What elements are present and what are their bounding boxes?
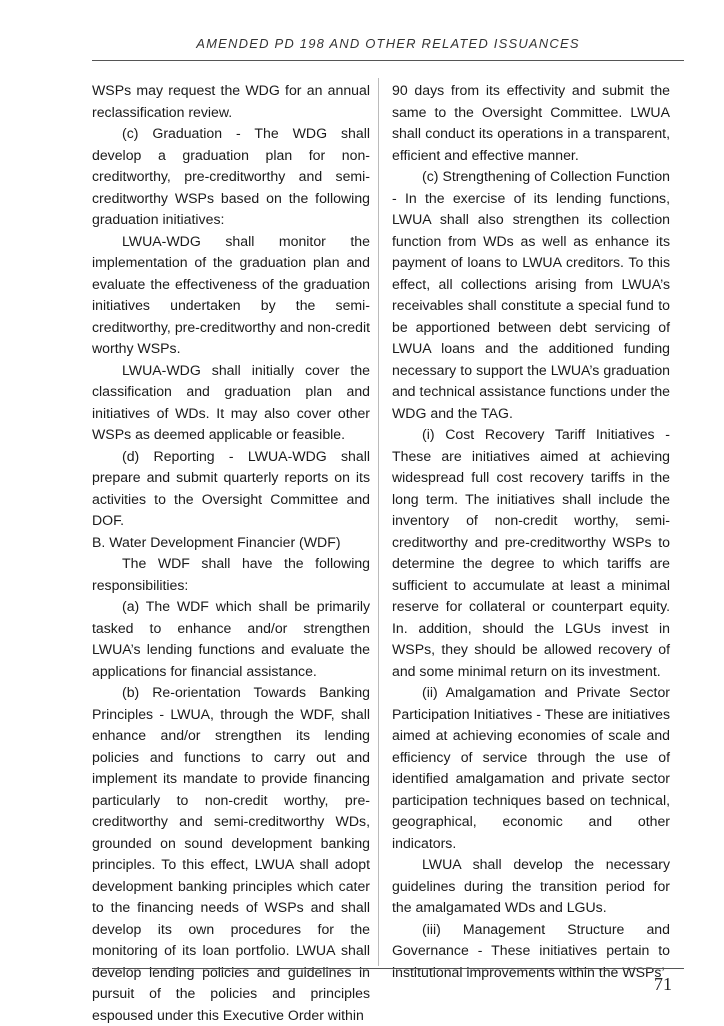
paragraph: LWUA-WDG shall initially cover the classification and graduation plan and initiatives of WDs. It may also cover other WSPs as deemed applicable or feasible.: [92, 361, 370, 442]
running-header: AMENDED PD 198 AND OTHER RELATED ISSUANCES: [196, 36, 580, 51]
paragraph: 90 days from its effectivity and submit the same to the Oversight Committee. LWUA shall conduct its operations in a transparent, efficient and effective manner.: [392, 82, 670, 163]
footer-rule: [92, 968, 684, 969]
paragraph: (iii) Management Structure and Governance - These initiatives pertain to institutional improvements within the WSPs’: [392, 920, 670, 980]
paragraph: (d) Reporting - LWUA-WDG shall prepare and submit quarterly reports on its activities to the Oversight Committee and DOF.: [92, 447, 370, 528]
paragraph: (i) Cost Recovery Tariff Initiatives - These are initiatives aimed at achieving widespread full cost recovery tariffs in the long term. The initiatives shall include the inventory of non-credit worthy, semi-creditworthy and pre-creditworthy WSPs to determine the degree to which tariffs are sufficient to accumulate at least a minimal reserve for collateral or counterpart equity. In. addition, should the LGUs invest in WSPs, they should be allowed recovery of and some minimal return on its investment.: [392, 426, 670, 679]
paragraph: (b) Re-orientation Towards Banking Principles - LWUA, through the WDF, shall enhance and/or strengthen its lending policies and functions to carry out and implement its mandate to provide financing particularly to non-credit worthy, pre-creditworthy and semi-creditworthy WDs, grounded on sound development banking principles. To this effect, LWUA shall adopt development banking principles which cater to the financing needs of WSPs and shall develop its own procedures for the monitoring of its loan portfolio. LWUA shall develop lending policies and guidelines in pursuit of the policies and principles espoused under this Executive Order within: [92, 684, 370, 1023]
section-heading: B. Water Development Financier (WDF): [92, 533, 341, 550]
paragraph: (c) Strengthening of Collection Function - In the exercise of its lending functions, LWUA shall also strengthen its collection function from WDs as well as enhance its payment of loans to LWUA creditors. To this effect, all collections arising from LWUA’s receivables shall constitute a special fund to be apportioned between debt servicing of LWUA loans and the additioned funding necessary to support the LWUA’s graduation and technical assistance functions under the WDG and the TAG.: [392, 168, 670, 421]
header-rule: [92, 60, 684, 61]
paragraph: WSPs may request the WDG for an annual reclassification review.: [92, 82, 370, 120]
paragraph: (a) The WDF which shall be primarily tasked to enhance and/or strengthen LWUA’s lending functions and evaluate the applications for financial assistance.: [92, 598, 370, 679]
paragraph: LWUA-WDG shall monitor the implementation of the graduation plan and evaluate the effectiveness of the graduation initiatives undertaken by the semi-creditworthy, pre-creditworthy and non-credit worthy WSPs.: [92, 232, 370, 356]
paragraph: (c) Graduation - The WDG shall develop a graduation plan for non-creditworthy, pre-creditworthy and semi-creditworthy WSPs based on the following graduation initiatives:: [92, 125, 370, 227]
paragraph: (ii) Amalgamation and Private Sector Participation Initiatives - These are initiatives aimed at achieving economies of scale and efficiency of service through the use of identified amalgamation and private sector participation techniques based on technical, geographical, economic and other indicators.: [392, 684, 670, 851]
page-number: 71: [654, 974, 672, 994]
paragraph: LWUA shall develop the necessary guidelines during the transition period for the amalgamated WDs and LGUs.: [392, 856, 670, 915]
paragraph: The WDF shall have the following responsibilities:: [92, 555, 370, 593]
column-divider: [378, 78, 379, 966]
right-column: [392, 80, 670, 983]
left-column: [92, 80, 370, 1026]
